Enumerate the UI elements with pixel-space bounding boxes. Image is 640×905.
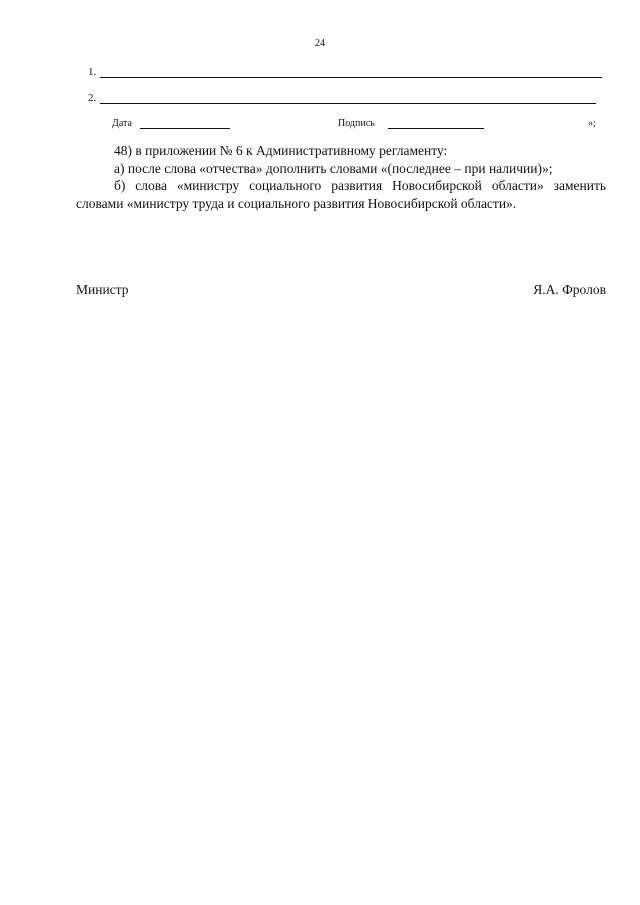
date-signature-row <box>0 118 640 132</box>
date-blank <box>140 118 230 129</box>
signature-block <box>76 282 606 298</box>
date-label: Дата <box>112 118 132 129</box>
line-number-1: 1. <box>88 66 97 78</box>
line-number-2: 2. <box>88 92 97 104</box>
signature-blank <box>388 118 484 129</box>
amendment-text <box>76 142 606 212</box>
signatory-name: Я.А. Фролов <box>533 282 606 297</box>
page-number: 24 <box>315 38 325 49</box>
signatory-title: Министр <box>76 282 129 297</box>
blank-rule-1 <box>100 67 602 78</box>
blank-rule-2 <box>100 93 596 104</box>
blank-line-2 <box>88 92 596 104</box>
sub-item-b: б) слова «министру социального развития Новосибирской области» заменить словами «министру труда и социального развития Новосибирской области». <box>76 178 606 211</box>
signature-label: Подпись <box>338 118 375 129</box>
blank-line-1 <box>88 66 602 78</box>
closing-quote: »; <box>588 118 596 129</box>
sub-item-a: а) после слова «отчества» дополнить словами «(последнее – при наличии)»; <box>114 160 553 176</box>
item-48: 48) в приложении № 6 к Административному регламенту: <box>114 143 448 158</box>
